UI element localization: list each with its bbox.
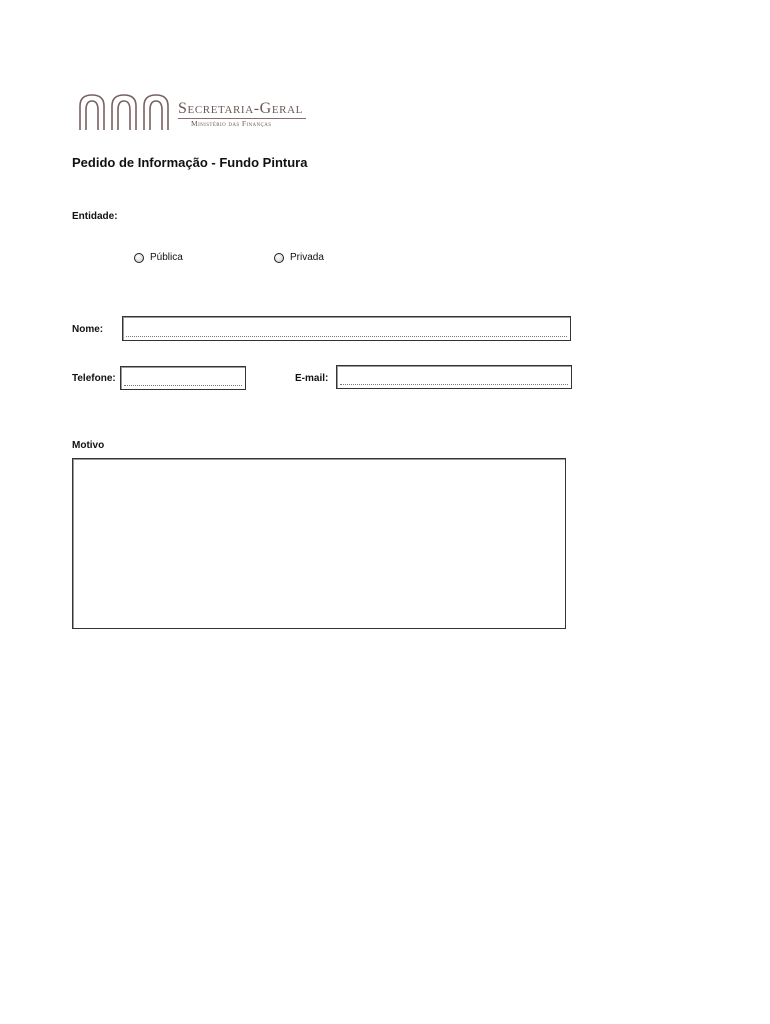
radio-publica-label: Pública	[150, 252, 183, 263]
arches-logo-icon	[78, 92, 172, 132]
radio-privada-label: Privada	[290, 252, 324, 263]
nome-label: Nome:	[72, 324, 104, 335]
radio-publica-circle[interactable]	[134, 253, 144, 263]
logo-subtitle: Ministério das Finanças	[191, 119, 272, 128]
email-field[interactable]	[336, 365, 572, 389]
form-title: Pedido de Informação - Fundo Pintura	[72, 155, 308, 170]
logo-title: Secretaria-Geral	[178, 100, 303, 117]
radio-privada[interactable]	[274, 252, 324, 263]
nome-field[interactable]	[122, 316, 571, 341]
email-label: E-mail:	[295, 373, 329, 384]
entidade-label: Entidade:	[72, 211, 118, 222]
motivo-label: Motivo	[72, 440, 105, 451]
telefone-label: Telefone:	[72, 373, 116, 384]
motivo-textarea[interactable]	[72, 458, 566, 629]
telefone-field[interactable]	[120, 366, 246, 390]
radio-publica[interactable]	[134, 252, 183, 263]
secretaria-geral-logo	[78, 92, 318, 132]
radio-privada-circle[interactable]	[274, 253, 284, 263]
